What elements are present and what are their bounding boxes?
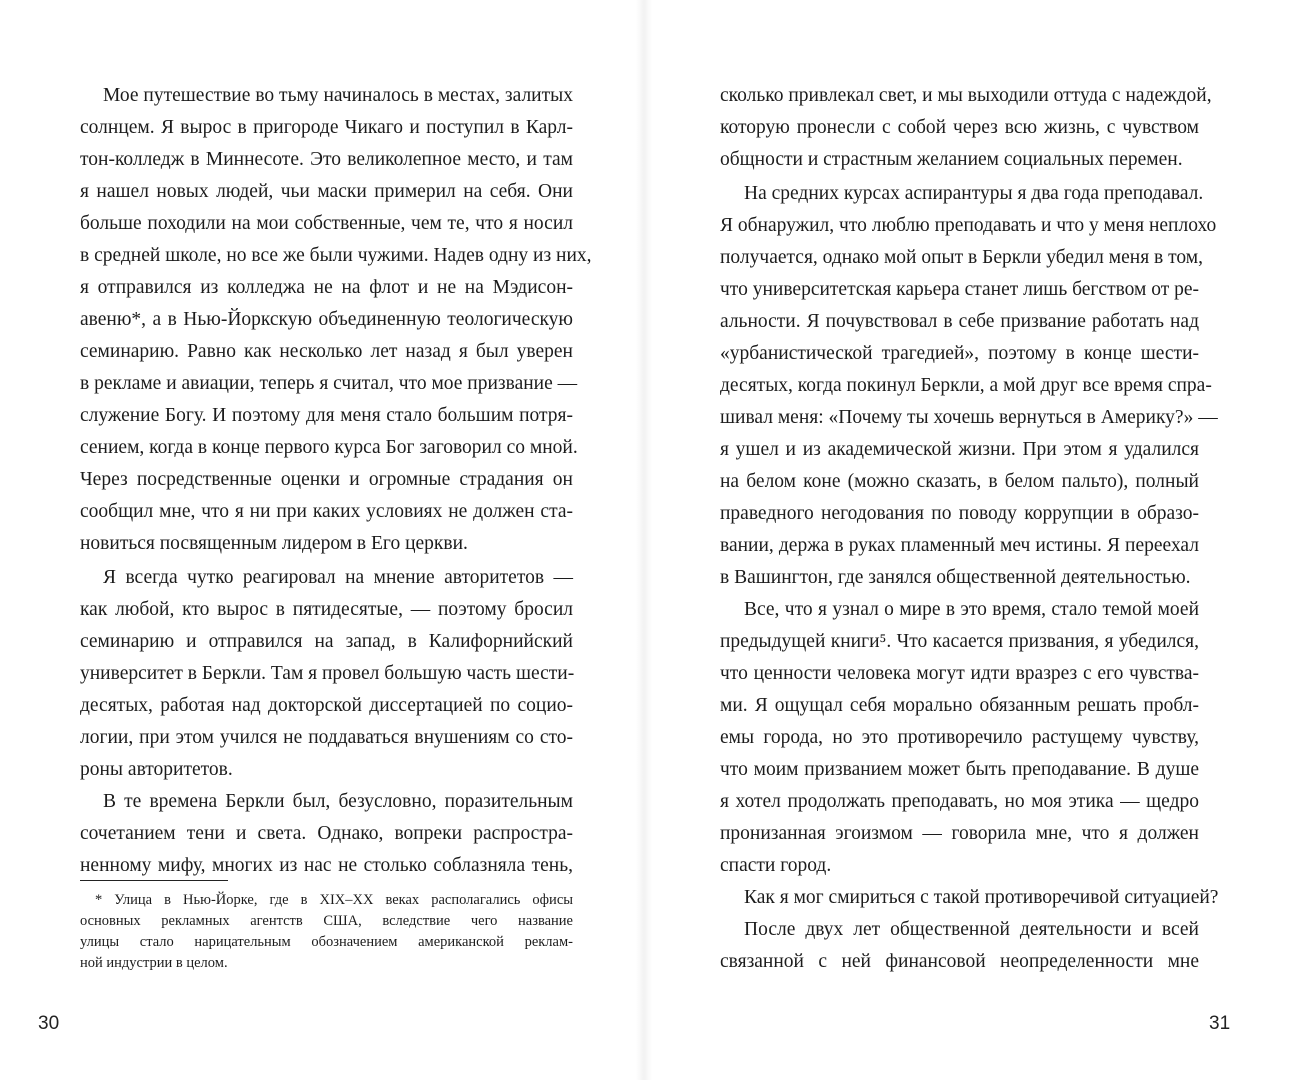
text-line: на белом коне (можно сказать, в белом пальто), полный (720, 471, 1199, 492)
text-line: я ушел и из академической жизни. При этом я удалился (720, 439, 1199, 460)
text-line: емы города, но это противоречило растущему чувству, (720, 727, 1199, 748)
text-line: связанной с ней финансовой неопределенности мне (720, 951, 1199, 972)
text-line: которую пронесли с собой через всю жизнь, с чувством (720, 117, 1199, 138)
right-page (644, 0, 1289, 1080)
text-line: Мое путешествие во тьму начиналось в местах, залитых (103, 85, 573, 106)
text-line: в рекламе и авиации, теперь я считал, что мое призвание — (80, 373, 578, 394)
footnote-line: ной индустрии в целом. (80, 955, 228, 971)
text-line: семинарию. Равно как несколько лет назад я был уверен (80, 341, 573, 362)
text-line: сколько привлекал свет, и мы выходили оттуда с надеждой, (720, 85, 1212, 106)
text-line: шивал меня: «Почему ты хочешь вернуться в Америку?» — (720, 407, 1218, 428)
footnote-divider (80, 880, 228, 881)
page-number: 30 (38, 1013, 60, 1034)
text-line: «урбанистической трагедией», поэтому в конце шести- (720, 343, 1199, 364)
text-line: В те времена Беркли был, безусловно, поразительным (103, 791, 573, 812)
text-line: авеню*, а в Нью-Йоркскую объединенную теологическую (80, 309, 573, 330)
text-line: больше походили на мои собственные, чем те, что я носил (80, 213, 573, 234)
text-line: спасти город. (720, 855, 832, 876)
footnote-line: основных рекламных агентств США, вследствие чего название (80, 913, 573, 929)
text-line: ненному мифу, многих из нас не столько соблазняла тень, (80, 855, 573, 876)
text-line: праведного негодования по поводу коррупции в образо- (720, 503, 1199, 524)
text-line: Я всегда чутко реагировал на мнение авторитетов — (103, 567, 573, 588)
text-line: я отправился из колледжа не на флот и не на Мэдисон- (80, 277, 573, 298)
text-line: в Вашингтон, где занялся общественной деятельностью. (720, 567, 1191, 588)
text-line: сочетанием тени и света. Однако, вопреки распростра- (80, 823, 573, 844)
text-line: десятых, работая над докторской диссертацией по социо- (80, 695, 573, 716)
text-line: служение Богу. И поэтому для меня стало большим потря- (80, 405, 573, 426)
text-line: сообщил мне, что я ни при каких условиях не должен ста- (80, 501, 573, 522)
text-line: как любой, кто вырос в пятидесятые, — поэтому бросил (80, 599, 573, 620)
text-line: тон-колледж в Миннесоте. Это великолепное место, и там (80, 149, 573, 170)
text-line: университет в Беркли. Там я провел большую часть шести- (80, 663, 575, 684)
text-line: роны авторитетов. (80, 759, 233, 780)
text-line: ми. Я ощущал себя морально обязанным решать пробл- (720, 695, 1199, 716)
footnote-line: улицы стало нарицательным обозначением американской реклам- (80, 934, 573, 950)
text-line: солнцем. Я вырос в пригороде Чикаго и поступил в Карл- (80, 117, 573, 138)
text-line: десятых, когда покинул Беркли, а мой друг все время спра- (720, 375, 1212, 396)
text-line: получается, однако мой опыт в Беркли убедил меня в том, (720, 247, 1203, 268)
footnote-line: * Улица в Нью-Йорке, где в XIX–XX веках располагались офисы (95, 892, 573, 908)
text-line: я хотел продолжать преподавать, но моя этика — щедро (720, 791, 1199, 812)
text-line: Через посредственные оценки и огромные страдания он (80, 469, 573, 490)
page-number: 31 (1209, 1013, 1231, 1034)
text-line: вании, держа в руках пламенный меч истины. Я переехал (720, 535, 1199, 556)
text-line: семинарию и отправился на запад, в Калифорнийский (80, 631, 573, 652)
text-line: логии, при этом учился не поддаваться внушениям со сто- (80, 727, 573, 748)
text-line: Все, что я узнал о мире в это время, стало темой моей (744, 599, 1199, 620)
text-line: Как я мог смириться с такой противоречивой ситуацией? (744, 887, 1219, 908)
text-line: После двух лет общественной деятельности и всей (744, 919, 1199, 940)
text-line: что моим призванием может быть преподавание. В душе (720, 759, 1199, 780)
text-line: общности и страстным желанием социальных перемен. (720, 149, 1183, 170)
text-line: На средних курсах аспирантуры я два года преподавал. (744, 183, 1204, 204)
text-line: предыдущей книги⁵. Что касается призвания, я убедился, (720, 631, 1199, 652)
text-line: альности. Я почувствовал в себе призвание работать над (720, 311, 1199, 332)
text-line: пронизанная эгоизмом — говорила мне, что я должен (720, 823, 1199, 844)
left-page (0, 0, 644, 1080)
text-line: что ценности человека могут идти вразрез с его чувства- (720, 663, 1199, 684)
text-line: Я обнаружил, что люблю преподавать и что у меня неплохо (720, 215, 1217, 236)
text-line: сением, когда в конце первого курса Бог заговорил со мной. (80, 437, 578, 458)
text-line: новиться посвященным лидером в Его церкви. (80, 533, 468, 554)
text-line: что университетская карьера станет лишь бегством от ре- (720, 279, 1200, 300)
text-line: в средней школе, но все же были чужими. Надев одну из них, (80, 245, 592, 266)
text-line: я нашел новых людей, чьи маски примерил на себя. Они (80, 181, 573, 202)
